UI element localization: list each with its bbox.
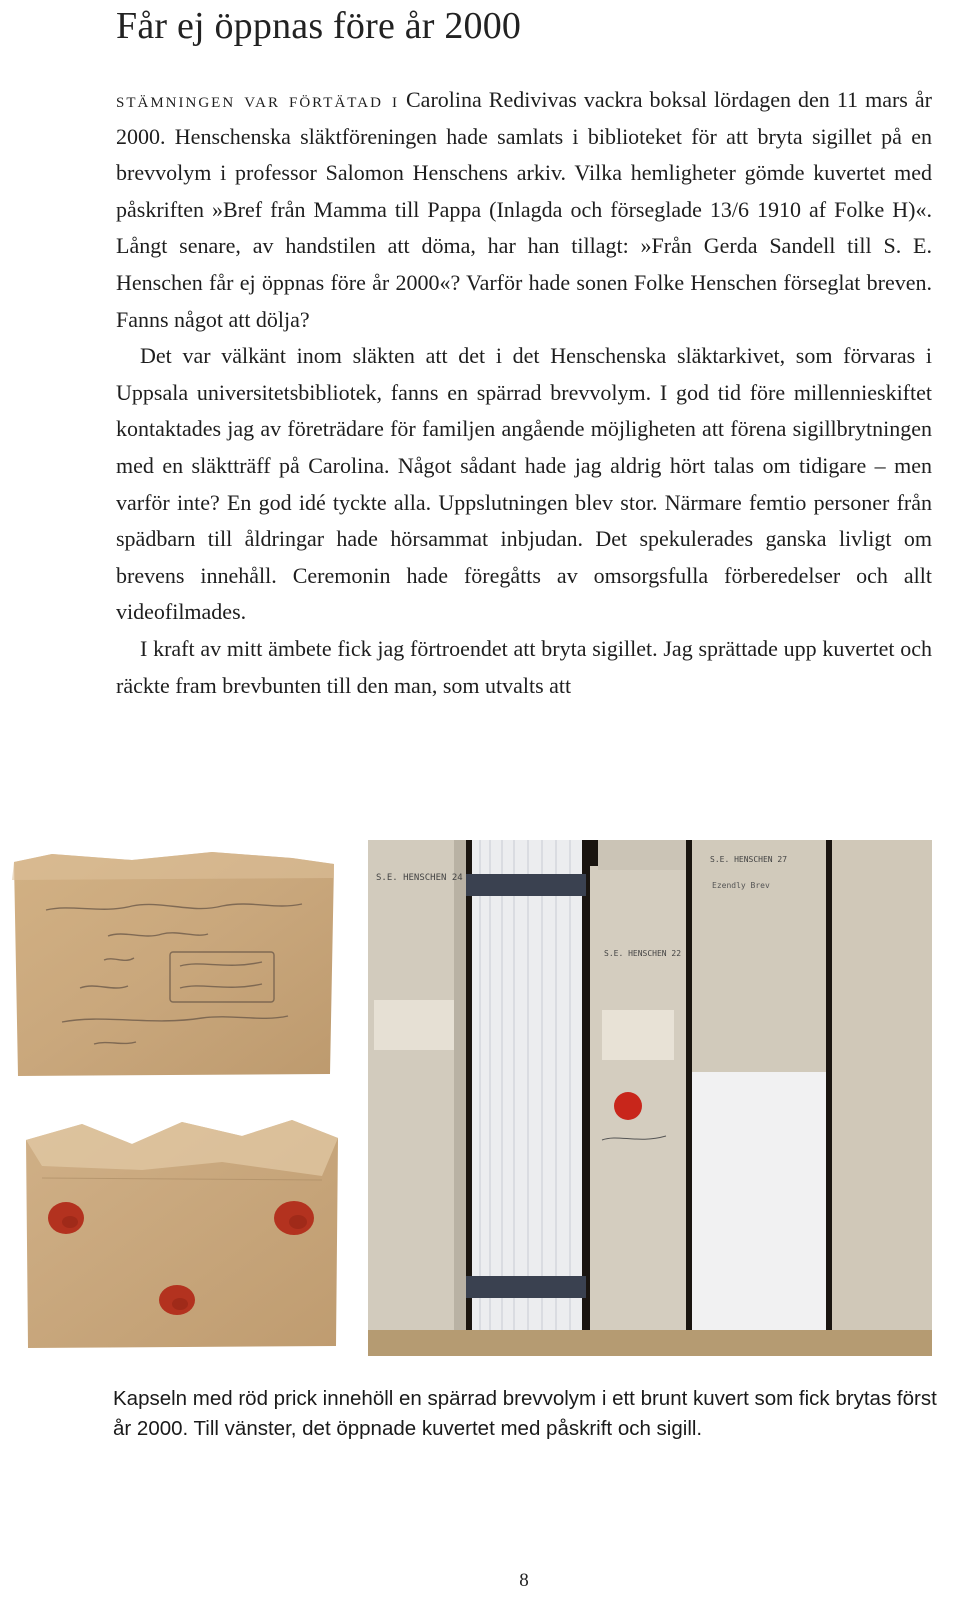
svg-text:S.E. HENSCHEN 27: S.E. HENSCHEN 27 <box>710 855 788 864</box>
paragraph-1 <box>116 82 932 338</box>
envelope-inscription-photo <box>12 848 336 1080</box>
red-dot <box>614 1092 642 1120</box>
archive-box-left <box>368 840 466 1330</box>
archive-boxes-photo <box>368 840 932 1356</box>
article-body <box>116 82 932 704</box>
page-title: Får ej öppnas före år 2000 <box>116 5 522 47</box>
page-number: 8 <box>519 1570 529 1591</box>
paragraph-2: Det var välkänt inom släkten att det i det Henschenska släktarkivet, som förvaras i Uppsala universitetsbibliotek, fanns en spärrad brevvolym. I god tid före millennieskiftet kontaktades jag av företrädare för familjen angående möjligheten att förena sigillbrytningen med en släktträff på Carolina. Något sådant hade jag aldrig hört talas om tidigare – men varför inte? En god idé tyckte alla. Uppslutningen blev stor. Närmare femtio personer från spädbarn till åldringar hade hörsammat inbjudan. Det spekulerades ganska livligt om brevens innehåll. Ceremonin hade föregåtts av omsorgsfulla förberedelser och allt videofilmades. <box>116 343 932 625</box>
archive-box-right <box>692 840 826 1330</box>
envelope-seals-photo <box>22 1118 342 1350</box>
paragraph-1-text: Carolina Redivivas vackra boksal lördagen den 11 mars år 2000. Henschenska släktföreningen hade samlats i biblioteket för att bryta sigillet på en brevvolym i professor Salomon Henschens arkiv. Vilka hemligheter gömde kuvertet med påskriften »Bref från Mamma till Pappa (Inlagda och förseglade 13/6 1910 af Folke H)«. Långt senare, av handstilen att döma, har han tillagt: »Från Gerda Sandell till S. E. Henschen får ej öppnas före år 2000«? Varför hade sonen Folke Henschen förseglat breven. Fanns något att dölja? <box>116 87 932 332</box>
figure-caption: Kapseln med röd prick innehöll en spärrad brevvolym i ett brunt kuvert som fick brytas först år 2000. Till vänster, det öppnade kuvertet med påskrift och sigill. <box>113 1387 937 1440</box>
lead-in-small-caps: stämningen var förtätad i <box>116 87 399 112</box>
paragraph-3: I kraft av mitt ämbete fick jag förtroendet att bryta sigillet. Jag sprättade upp kuvertet och räckte fram brevbunten till den man, som utvalts att <box>116 635 932 698</box>
paper-bundle <box>466 840 586 1330</box>
archive-box-middle <box>590 840 686 1330</box>
svg-text:S.E. HENSCHEN 22: S.E. HENSCHEN 22 <box>604 949 682 958</box>
svg-text:Ezendly Brev: Ezendly Brev <box>712 881 770 890</box>
svg-text:S.E. HENSCHEN 24: S.E. HENSCHEN 24 <box>376 873 463 883</box>
